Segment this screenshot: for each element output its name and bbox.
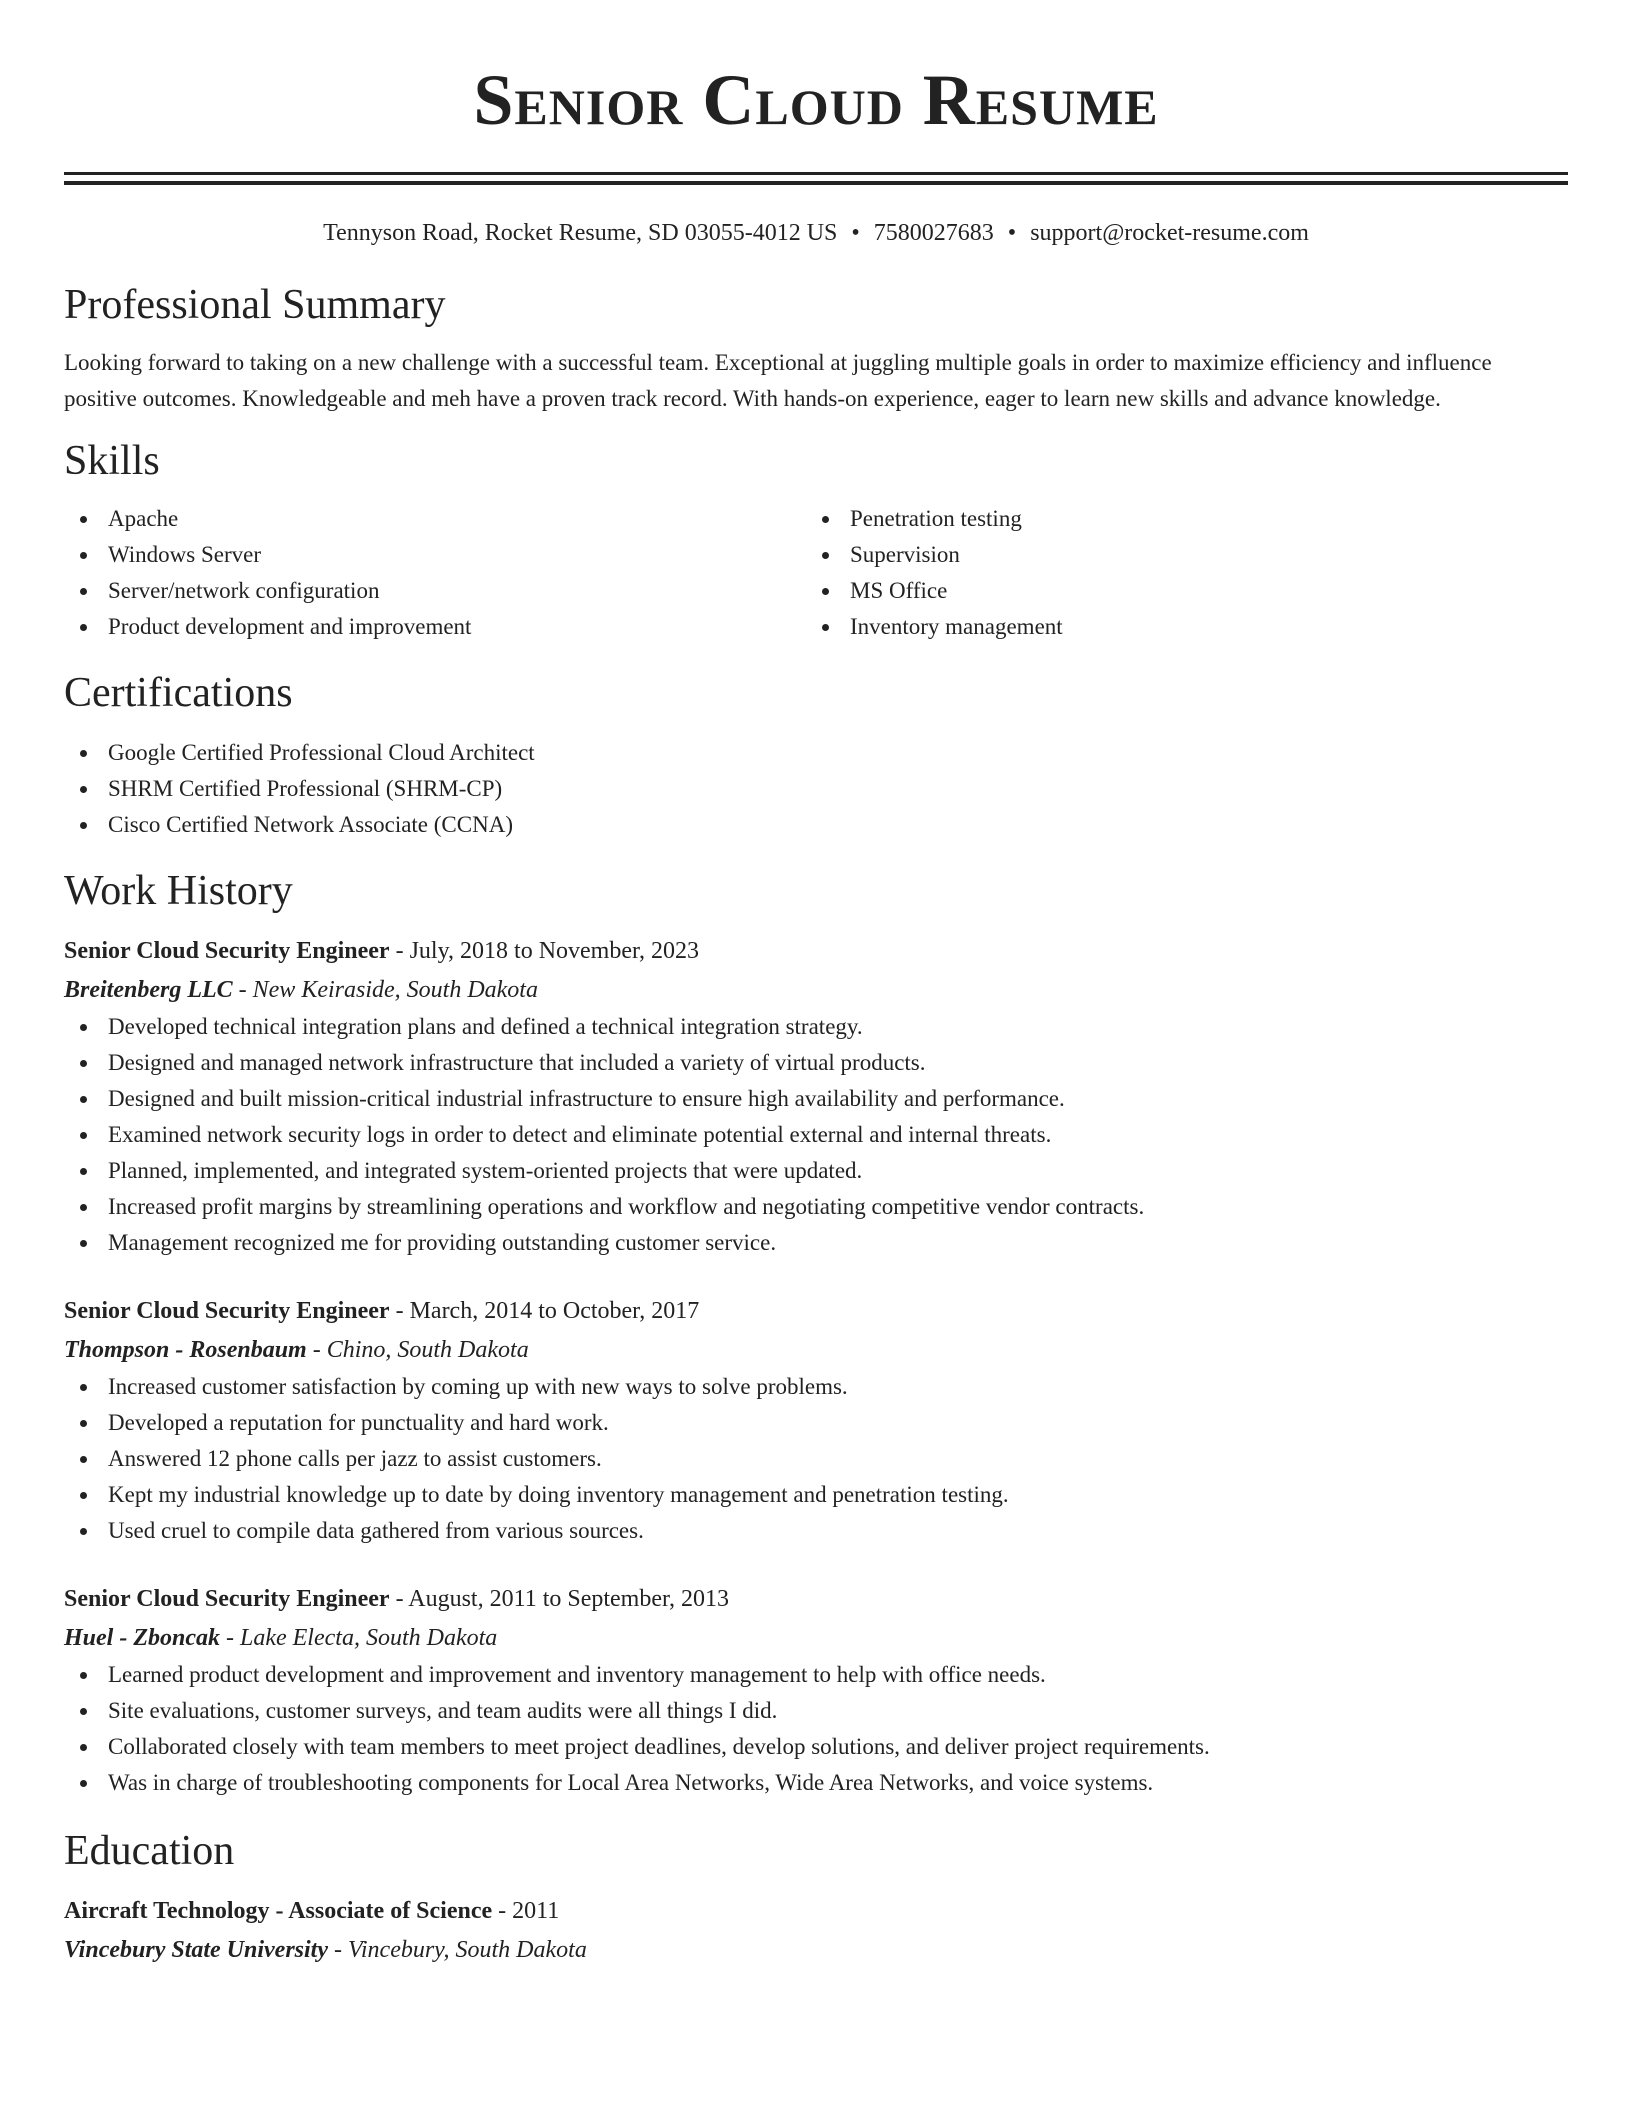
job-company: Thompson - Rosenbaum <box>64 1337 307 1363</box>
skills-columns <box>64 501 1568 645</box>
education-year: - 2011 <box>492 1898 560 1924</box>
job-duties-list <box>64 1657 1568 1801</box>
job-entry <box>64 1291 1568 1549</box>
education-entry <box>64 1891 1568 1969</box>
job-company: Breitenberg LLC <box>64 977 233 1003</box>
job-location: - Lake Electa, South Dakota <box>220 1625 498 1651</box>
contact-phone: 7580027683 <box>873 220 994 246</box>
job-title: Senior Cloud Security Engineer <box>64 938 390 964</box>
skill-item: MS Office <box>806 573 1548 609</box>
certifications-heading: Certifications <box>64 670 293 716</box>
job-duty-item: Developed a reputation for punctuality and hard work. <box>64 1405 1568 1441</box>
job-duty-item: Was in charge of troubleshooting components for Local Area Networks, Wide Area Networks, and voice systems. <box>64 1765 1568 1801</box>
skill-item: Windows Server <box>64 537 806 573</box>
job-location: - New Keiraside, South Dakota <box>232 977 538 1003</box>
skill-item: Penetration testing <box>806 501 1548 537</box>
job-duty-item: Management recognized me for providing outstanding customer service. <box>64 1225 1568 1261</box>
job-duty-item: Developed technical integration plans and defined a technical integration strategy. <box>64 1009 1568 1045</box>
job-header <box>64 1291 1568 1331</box>
skills-list-right <box>806 501 1548 645</box>
contact-separator: • <box>1007 220 1017 246</box>
job-dates: - July, 2018 to November, 2023 <box>389 938 700 964</box>
skills-list-left <box>64 501 806 645</box>
job-duty-item: Increased customer satisfaction by coming up with new ways to solve problems. <box>64 1369 1568 1405</box>
skills-heading: Skills <box>64 438 160 484</box>
job-dates: - August, 2011 to September, 2013 <box>389 1586 730 1612</box>
contact-email: support@rocket-resume.com <box>1030 220 1309 246</box>
job-dates: - March, 2014 to October, 2017 <box>389 1298 700 1324</box>
job-title: Senior Cloud Security Engineer <box>64 1298 390 1324</box>
summary-text: Looking forward to taking on a new challenge with a successful team. Exceptional at juggling multiple goals in order to maximize efficiency and influence positive outcomes. Knowledgeable and meh have a proven track record. With hands-on experience, eager to learn new skills and advance knowledge. <box>64 350 1492 411</box>
job-header <box>64 931 1568 971</box>
education-degree: Aircraft Technology - Associate of Science <box>64 1898 493 1924</box>
resume-page <box>64 0 1568 1969</box>
job-duty-item: Kept my industrial knowledge up to date by doing inventory management and penetration testing. <box>64 1477 1568 1513</box>
education-heading: Education <box>64 1828 235 1874</box>
certification-item: Google Certified Professional Cloud Architect <box>64 735 1568 771</box>
job-duty-item: Planned, implemented, and integrated system-oriented projects that were updated. <box>64 1153 1568 1189</box>
job-duty-item: Used cruel to compile data gathered from various sources. <box>64 1513 1568 1549</box>
job-duty-item: Designed and managed network infrastructure that included a variety of virtual products. <box>64 1045 1568 1081</box>
contact-line <box>64 217 1568 249</box>
skill-item: Product development and improvement <box>64 609 806 645</box>
job-duties-list <box>64 1009 1568 1261</box>
work-history-heading: Work History <box>64 868 293 914</box>
resume-title: Senior Cloud Resume <box>473 60 1159 140</box>
job-header <box>64 1579 1568 1619</box>
education-location: - Vincebury, South Dakota <box>328 1937 587 1963</box>
job-company-line <box>64 1331 1568 1369</box>
skill-item: Apache <box>64 501 806 537</box>
certification-item: SHRM Certified Professional (SHRM-CP) <box>64 771 1568 807</box>
job-duty-item: Increased profit margins by streamlining operations and workflow and negotiating competitive vendor contracts. <box>64 1189 1568 1225</box>
job-company-line <box>64 971 1568 1009</box>
job-title: Senior Cloud Security Engineer <box>64 1586 390 1612</box>
certification-item: Cisco Certified Network Associate (CCNA) <box>64 807 1568 843</box>
job-duty-item: Site evaluations, customer surveys, and team audits were all things I did. <box>64 1693 1568 1729</box>
education-school-line <box>64 1931 1568 1969</box>
job-duties-list <box>64 1369 1568 1549</box>
education-header <box>64 1891 1568 1931</box>
job-entry <box>64 1579 1568 1801</box>
job-duty-item: Designed and built mission-critical industrial infrastructure to ensure high availability and performance. <box>64 1081 1568 1117</box>
job-entry <box>64 931 1568 1261</box>
summary-heading: Professional Summary <box>64 282 446 328</box>
job-company: Huel - Zboncak <box>64 1625 220 1651</box>
contact-address: Tennyson Road, Rocket Resume, SD 03055-4012 US <box>323 220 838 246</box>
job-location: - Chino, South Dakota <box>306 1337 529 1363</box>
skill-item: Supervision <box>806 537 1548 573</box>
job-duty-item: Collaborated closely with team members to meet project deadlines, develop solutions, and deliver project requirements. <box>64 1729 1568 1765</box>
contact-separator: • <box>851 220 860 246</box>
title-divider <box>64 172 1568 185</box>
job-duty-item: Learned product development and improvement and inventory management to help with office needs. <box>64 1657 1568 1693</box>
job-duty-item: Examined network security logs in order to detect and eliminate potential external and internal threats. <box>64 1117 1568 1153</box>
skill-item: Server/network configuration <box>64 573 806 609</box>
education-school: Vincebury State University <box>64 1937 328 1963</box>
certifications-list <box>64 735 1568 843</box>
skill-item: Inventory management <box>806 609 1548 645</box>
job-company-line <box>64 1619 1568 1657</box>
job-duty-item: Answered 12 phone calls per jazz to assist customers. <box>64 1441 1568 1477</box>
